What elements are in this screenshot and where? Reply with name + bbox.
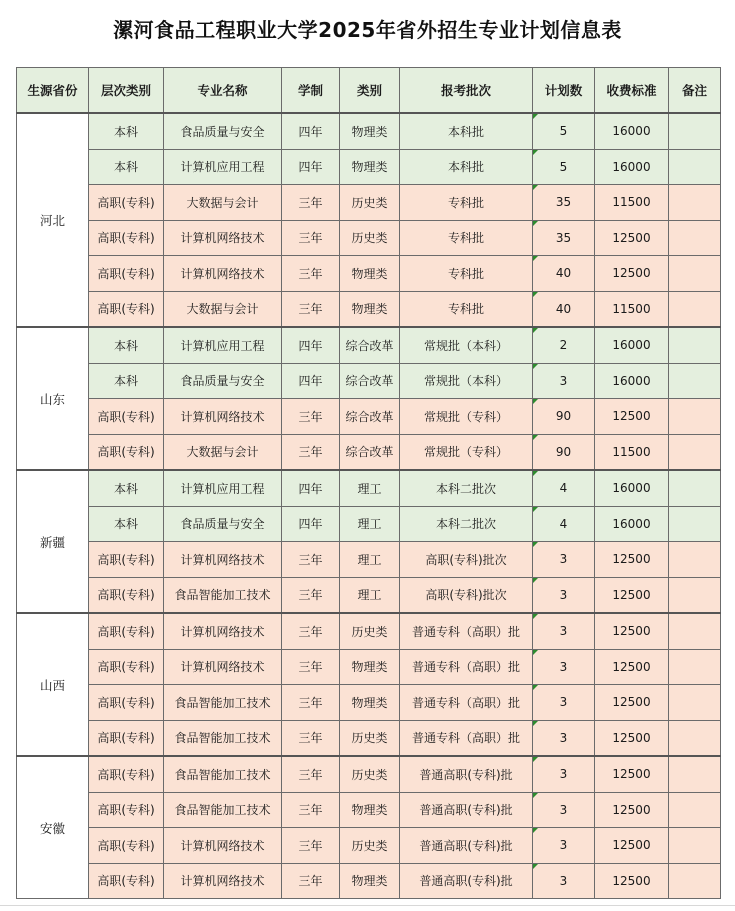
cell-major: 大数据与会计 (164, 185, 282, 221)
cell-note (669, 327, 721, 363)
cell-province: 山东 (17, 327, 89, 470)
province-group (17, 756, 721, 899)
cell-batch: 普通高职(专科)批 (400, 828, 533, 864)
cell-batch: 本科二批次 (400, 470, 533, 506)
cell-level: 本科 (89, 113, 164, 149)
cell-batch: 普通专科（高职）批 (400, 613, 533, 649)
cell-category: 历史类 (340, 756, 400, 792)
cell-category: 理工 (340, 506, 400, 542)
cell-province: 新疆 (17, 470, 89, 613)
cell-plan: 90 (533, 399, 595, 435)
cell-years: 三年 (282, 256, 340, 292)
cell-fee: 12500 (595, 577, 669, 613)
cell-level: 本科 (89, 470, 164, 506)
header-province: 生源省份 (17, 68, 89, 114)
cell-batch: 普通专科（高职）批 (400, 685, 533, 721)
table-row (17, 113, 721, 149)
cell-plan: 3 (533, 363, 595, 399)
cell-batch: 本科二批次 (400, 506, 533, 542)
cell-years: 三年 (282, 434, 340, 470)
cell-major: 大数据与会计 (164, 291, 282, 327)
cell-batch: 常规批（专科） (400, 434, 533, 470)
cell-level: 高职(专科) (89, 434, 164, 470)
cell-batch: 专科批 (400, 185, 533, 221)
cell-major: 计算机应用工程 (164, 149, 282, 185)
cell-major: 食品智能加工技术 (164, 792, 282, 828)
header-fee: 收费标准 (595, 68, 669, 114)
cell-plan: 4 (533, 506, 595, 542)
cell-years: 三年 (282, 185, 340, 221)
cell-category: 历史类 (340, 185, 400, 221)
cell-plan: 3 (533, 542, 595, 578)
cell-note (669, 649, 721, 685)
cell-years: 四年 (282, 470, 340, 506)
cell-batch: 普通专科（高职）批 (400, 720, 533, 756)
cell-years: 四年 (282, 506, 340, 542)
cell-plan: 5 (533, 113, 595, 149)
cell-batch: 专科批 (400, 256, 533, 292)
cell-major: 计算机网络技术 (164, 220, 282, 256)
cell-fee: 12500 (595, 649, 669, 685)
cell-plan: 3 (533, 792, 595, 828)
cell-years: 三年 (282, 792, 340, 828)
cell-category: 物理类 (340, 291, 400, 327)
cell-category: 物理类 (340, 256, 400, 292)
cell-level: 高职(专科) (89, 185, 164, 221)
cell-level: 高职(专科) (89, 792, 164, 828)
cell-note (669, 756, 721, 792)
table-row (17, 149, 721, 185)
table-row (17, 291, 721, 327)
cell-batch: 普通专科（高职）批 (400, 649, 533, 685)
province-group (17, 613, 721, 756)
cell-note (669, 399, 721, 435)
cell-batch: 专科批 (400, 291, 533, 327)
cell-years: 四年 (282, 363, 340, 399)
cell-major: 计算机网络技术 (164, 542, 282, 578)
cell-fee: 16000 (595, 363, 669, 399)
province-group (17, 113, 721, 327)
cell-years: 四年 (282, 113, 340, 149)
cell-major: 计算机网络技术 (164, 828, 282, 864)
header-row (17, 68, 721, 114)
page-title: 漯河食品工程职业大学2025年省外招生专业计划信息表 (113, 18, 622, 42)
cell-level: 高职(专科) (89, 828, 164, 864)
cell-fee: 11500 (595, 434, 669, 470)
cell-fee: 12500 (595, 613, 669, 649)
cell-batch: 常规批（专科） (400, 399, 533, 435)
cell-years: 三年 (282, 828, 340, 864)
cell-batch: 常规批（本科） (400, 327, 533, 363)
cell-plan: 90 (533, 434, 595, 470)
province-group (17, 327, 721, 470)
cell-major: 计算机网络技术 (164, 649, 282, 685)
cell-major: 食品质量与安全 (164, 113, 282, 149)
cell-category: 历史类 (340, 613, 400, 649)
cell-province: 河北 (17, 113, 89, 327)
cell-level: 高职(专科) (89, 863, 164, 899)
cell-fee: 16000 (595, 470, 669, 506)
cell-note (669, 291, 721, 327)
cell-major: 计算机网络技术 (164, 863, 282, 899)
cell-batch: 普通高职(专科)批 (400, 756, 533, 792)
cell-plan: 3 (533, 863, 595, 899)
cell-note (669, 363, 721, 399)
cell-note (669, 185, 721, 221)
cell-category: 历史类 (340, 828, 400, 864)
cell-fee: 11500 (595, 185, 669, 221)
cell-fee: 12500 (595, 792, 669, 828)
cell-years: 三年 (282, 685, 340, 721)
cell-plan: 3 (533, 613, 595, 649)
cell-level: 高职(专科) (89, 649, 164, 685)
table-row (17, 363, 721, 399)
cell-note (669, 542, 721, 578)
cell-years: 三年 (282, 613, 340, 649)
cell-note (669, 470, 721, 506)
cell-plan: 3 (533, 685, 595, 721)
cell-years: 三年 (282, 291, 340, 327)
header-category: 类别 (340, 68, 400, 114)
cell-plan: 35 (533, 220, 595, 256)
cell-batch: 普通高职(专科)批 (400, 792, 533, 828)
cell-plan: 5 (533, 149, 595, 185)
province-group (17, 470, 721, 613)
cell-years: 三年 (282, 220, 340, 256)
cell-level: 本科 (89, 506, 164, 542)
cell-fee: 12500 (595, 542, 669, 578)
cell-fee: 12500 (595, 399, 669, 435)
cell-category: 物理类 (340, 792, 400, 828)
cell-note (669, 577, 721, 613)
cell-major: 食品质量与安全 (164, 363, 282, 399)
header-batch: 报考批次 (400, 68, 533, 114)
cell-fee: 12500 (595, 756, 669, 792)
cell-note (669, 685, 721, 721)
cell-level: 高职(专科) (89, 399, 164, 435)
cell-major: 计算机应用工程 (164, 470, 282, 506)
cell-category: 物理类 (340, 113, 400, 149)
cell-level: 本科 (89, 149, 164, 185)
cell-category: 理工 (340, 542, 400, 578)
cell-fee: 16000 (595, 149, 669, 185)
cell-category: 理工 (340, 470, 400, 506)
cell-plan: 4 (533, 470, 595, 506)
page-bottom-edge (0, 905, 735, 911)
header-level: 层次类别 (89, 68, 164, 114)
cell-level: 高职(专科) (89, 577, 164, 613)
cell-level: 高职(专科) (89, 256, 164, 292)
cell-plan: 2 (533, 327, 595, 363)
cell-level: 高职(专科) (89, 613, 164, 649)
cell-note (669, 506, 721, 542)
cell-years: 三年 (282, 577, 340, 613)
cell-note (669, 863, 721, 899)
cell-plan: 3 (533, 649, 595, 685)
cell-major: 计算机网络技术 (164, 613, 282, 649)
cell-major: 大数据与会计 (164, 434, 282, 470)
cell-category: 物理类 (340, 149, 400, 185)
cell-years: 三年 (282, 756, 340, 792)
cell-level: 高职(专科) (89, 220, 164, 256)
cell-note (669, 256, 721, 292)
cell-batch: 高职(专科)批次 (400, 577, 533, 613)
cell-province: 安徽 (17, 756, 89, 899)
cell-fee: 12500 (595, 685, 669, 721)
cell-category: 综合改革 (340, 434, 400, 470)
cell-plan: 3 (533, 577, 595, 613)
cell-major: 食品智能加工技术 (164, 685, 282, 721)
table-row (17, 542, 721, 578)
cell-fee: 16000 (595, 113, 669, 149)
cell-plan: 40 (533, 256, 595, 292)
table-row (17, 649, 721, 685)
cell-plan: 3 (533, 828, 595, 864)
cell-years: 三年 (282, 720, 340, 756)
cell-batch: 专科批 (400, 220, 533, 256)
cell-level: 高职(专科) (89, 756, 164, 792)
table-row (17, 863, 721, 899)
cell-fee: 12500 (595, 828, 669, 864)
cell-fee: 16000 (595, 327, 669, 363)
cell-category: 历史类 (340, 220, 400, 256)
cell-years: 四年 (282, 149, 340, 185)
table-row (17, 256, 721, 292)
cell-years: 三年 (282, 863, 340, 899)
cell-note (669, 828, 721, 864)
cell-category: 理工 (340, 577, 400, 613)
cell-note (669, 720, 721, 756)
cell-batch: 普通高职(专科)批 (400, 863, 533, 899)
cell-major: 食品智能加工技术 (164, 577, 282, 613)
table-row (17, 185, 721, 221)
table-row (17, 720, 721, 756)
cell-years: 三年 (282, 542, 340, 578)
cell-note (669, 434, 721, 470)
cell-fee: 12500 (595, 720, 669, 756)
cell-plan: 35 (533, 185, 595, 221)
enrollment-plan-table (16, 67, 721, 899)
table-row (17, 685, 721, 721)
cell-major: 食品质量与安全 (164, 506, 282, 542)
table-row (17, 327, 721, 363)
cell-level: 高职(专科) (89, 291, 164, 327)
cell-plan: 3 (533, 756, 595, 792)
header-major: 专业名称 (164, 68, 282, 114)
cell-major: 食品智能加工技术 (164, 720, 282, 756)
cell-fee: 12500 (595, 220, 669, 256)
table-row (17, 506, 721, 542)
cell-note (669, 613, 721, 649)
cell-batch: 本科批 (400, 113, 533, 149)
table-row (17, 577, 721, 613)
cell-fee: 11500 (595, 291, 669, 327)
cell-fee: 12500 (595, 256, 669, 292)
header-note: 备注 (669, 68, 721, 114)
cell-major: 食品智能加工技术 (164, 756, 282, 792)
cell-years: 三年 (282, 399, 340, 435)
cell-years: 三年 (282, 649, 340, 685)
table-row (17, 828, 721, 864)
cell-category: 物理类 (340, 685, 400, 721)
cell-province: 山西 (17, 613, 89, 756)
cell-level: 高职(专科) (89, 685, 164, 721)
cell-years: 四年 (282, 327, 340, 363)
cell-major: 计算机应用工程 (164, 327, 282, 363)
cell-plan: 3 (533, 720, 595, 756)
cell-category: 历史类 (340, 720, 400, 756)
cell-level: 高职(专科) (89, 720, 164, 756)
cell-note (669, 792, 721, 828)
table-row (17, 220, 721, 256)
cell-batch: 本科批 (400, 149, 533, 185)
cell-batch: 常规批（本科） (400, 363, 533, 399)
cell-plan: 40 (533, 291, 595, 327)
cell-batch: 高职(专科)批次 (400, 542, 533, 578)
cell-note (669, 220, 721, 256)
table-row (17, 792, 721, 828)
cell-level: 高职(专科) (89, 542, 164, 578)
header-plan: 计划数 (533, 68, 595, 114)
cell-category: 综合改革 (340, 399, 400, 435)
cell-category: 综合改革 (340, 327, 400, 363)
cell-level: 本科 (89, 327, 164, 363)
cell-category: 物理类 (340, 863, 400, 899)
cell-level: 本科 (89, 363, 164, 399)
cell-fee: 16000 (595, 506, 669, 542)
cell-fee: 12500 (595, 863, 669, 899)
table-row (17, 399, 721, 435)
cell-note (669, 113, 721, 149)
table-row (17, 470, 721, 506)
cell-major: 计算机网络技术 (164, 256, 282, 292)
table-row (17, 613, 721, 649)
cell-category: 综合改革 (340, 363, 400, 399)
cell-major: 计算机网络技术 (164, 399, 282, 435)
table-row (17, 434, 721, 470)
header-years: 学制 (282, 68, 340, 114)
table-row (17, 756, 721, 792)
cell-category: 物理类 (340, 649, 400, 685)
cell-note (669, 149, 721, 185)
